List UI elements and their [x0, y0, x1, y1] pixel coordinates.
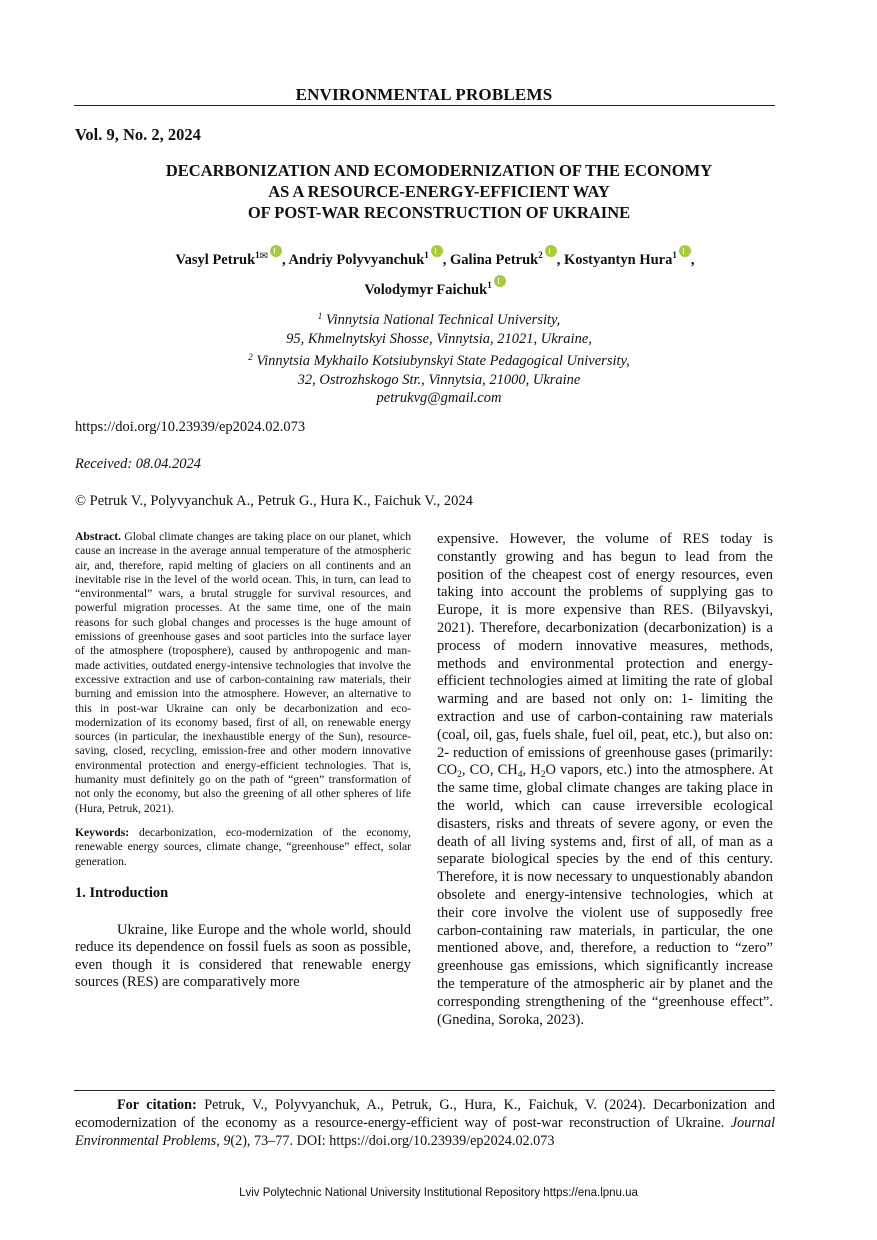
left-column: [75, 530, 411, 992]
orcid-icon[interactable]: [494, 275, 506, 287]
citation-divider: [74, 1090, 775, 1091]
citation-block: [75, 1096, 775, 1150]
citation-text: ,: [216, 1133, 220, 1149]
volume-info: Vol. 9, No. 2, 2024: [75, 125, 201, 144]
copyright: © Petruk V., Polyvyanchuk A., Petruk G., Hura K., Faichuk V., 2024: [75, 493, 473, 509]
header-divider: [74, 105, 775, 106]
affil-2-address: 32, Ostrozhskogo Str., Vinnytsia, 21000, Ukraine: [297, 371, 581, 388]
subscript: 4: [517, 770, 523, 781]
keywords: [75, 826, 411, 869]
right-column-paragraph: [437, 531, 773, 1029]
subscript: 2: [540, 770, 546, 781]
abstract: [75, 530, 411, 816]
title-line-3: OF POST-WAR RECONSTRUCTION OF UKRAINE: [247, 203, 631, 222]
author: [364, 282, 505, 298]
title-line-2: AS A RESOURCE-ENERGY-EFFICIENT WAY: [268, 182, 610, 201]
author-affil: 1: [487, 280, 492, 290]
affiliations: [74, 307, 804, 408]
author: [288, 252, 450, 268]
author-name: Kostyantyn Hura: [563, 252, 673, 268]
author-name: Andriy Polyvyanchuk: [288, 252, 425, 268]
affil-number: 1: [317, 311, 323, 321]
envelope-icon[interactable]: ✉: [259, 251, 269, 262]
orcid-icon[interactable]: [431, 245, 443, 257]
body-text: expensive. However, the volume of RES today is constantly growing and has begun to lead from the position of the cheapest cost of energy resources, even taking into account the problems of supplying gas to Europe, it is more expensive than RES. (Bilyavskyi, 2021). Therefore, decarbonization (decarbonization) is a process of modern innovative measures, methods, methods and environmental protection and energy-efficient technologies aimed at limiting the rate of global warming and are based not only on: 1- limiting the extraction and use of carbon-containing raw materials (coal, oil, gas, fuels shale, fuel oil, peat, etc.), but also on: 2- reduction of emissions of greenhouse gases (primarily: CO: [437, 531, 773, 779]
received-date: Received: 08.04.2024: [75, 456, 202, 472]
author: [564, 252, 695, 268]
citation-journal: Journal Environmental Problems: [75, 1115, 776, 1149]
author-affil: 1: [672, 250, 677, 260]
author-name: Galina Petruk: [450, 252, 539, 268]
keywords-label: Keywords:: [75, 825, 130, 839]
body-text: O vapors, etc.) into the atmosphere. At the same time, global climate changes are taking place in the world, which can cause irreversible ecological disasters, risks and threats of severe agony, or even the death of all living systems and, first of all, of man as a separate biological species by the end of this century. Therefore, it is now necessary to unquestionably abandon obsolete and energy-intensive technologies, which at their core involve the violent use of supposedly free carbon-containing raw materials, in particular, the one mentioned above, and, therefore, a reduction to “zero” greenhouse gas emissions, which significantly increase the temperature of the atmospheric air by planet and the corresponding strengthening of the “greenhouse effect”. (Gnedina, Soroka, 2023).: [437, 762, 773, 1028]
author-affil: 2: [538, 250, 543, 260]
contact-email[interactable]: petrukvg@gmail.com: [376, 390, 502, 406]
title-line-1: DECARBONIZATION AND ECOMODERNIZATION OF THE ECONOMY: [165, 161, 713, 180]
citation-label: For citation:: [117, 1097, 197, 1113]
orcid-icon[interactable]: [270, 245, 282, 257]
body-text: , H: [522, 762, 541, 779]
intro-paragraph: Ukraine, like Europe and the whole world, should reduce its dependence on fossil fuels as soon as possible, even though it is considered that renewable energy sources (RES) are comparatively more: [75, 921, 411, 991]
author-separator: ,: [556, 252, 564, 268]
section-heading: 1. Introduction: [75, 884, 169, 901]
author-affil: 1: [424, 250, 429, 260]
author-separator: ,: [442, 252, 451, 268]
citation-text: Petruk, V., Polyvyanchuk, A., Petruk, G., Hura, K., Faichuk, V. (2024). Decarbonization and ecomodernization of the economy as a resource-energy-efficient way of post-war reconstruction of Ukraine.: [75, 1097, 776, 1131]
article-title: [74, 160, 804, 223]
author: [176, 252, 289, 268]
doi-link[interactable]: https://doi.org/10.23939/ep2024.02.073: [75, 419, 306, 435]
repository-footer: Lviv Polytechnic National University Institutional Repository https://ena.lpnu.ua: [239, 1187, 638, 1199]
author-list: [60, 243, 810, 303]
author-name: Vasyl Petruk: [175, 252, 256, 268]
body-text: , CO, CH: [461, 762, 518, 779]
affil-1-address: 95, Khmelnytskyi Shosse, Vinnytsia, 21021, Ukraine,: [286, 330, 592, 347]
affil-number: 2: [248, 352, 253, 362]
citation-volume: 9: [223, 1133, 231, 1149]
author: [450, 252, 564, 268]
author-separator: ,: [690, 252, 695, 268]
orcid-icon[interactable]: [679, 245, 691, 257]
subscript: 2: [457, 770, 462, 781]
author-affil: 1: [255, 250, 260, 260]
keywords-text: decarbonization, eco-modernization of the economy, renewable energy sources, climate change, “greenhouse” effect, solar generation.: [75, 825, 411, 868]
citation-text: (2), 73–77. DOI: https://doi.org/10.23939/ep2024.02.073: [230, 1133, 555, 1149]
affil-1-name: Vinnytsia National Technical University,: [325, 312, 561, 328]
abstract-label: Abstract.: [75, 530, 122, 543]
author-name: Volodymyr Faichuk: [364, 282, 488, 298]
orcid-icon[interactable]: [545, 245, 557, 257]
affil-2-name: Vinnytsia Mykhailo Kotsiubynskyi State Pedagogical University,: [256, 353, 630, 369]
abstract-text: Global climate changes are taking place on our planet, which cause an increase in the average annual temperature of the atmospheric air, and, therefore, rapid melting of glaciers on all continents and an inevitable rise in the level of the world ocean. This, in turn, can lead to “environmental” wars, a brutal struggle for survival resources, and powerful migration processes. At the same time, one of the main reasons for such global changes and processes is the huge amount of emissions of greenhouse gases and soot particles into the surface layer of the atmosphere (troposphere), caused by anthropogenic and man-made activities, outdated energy-intensive technologies that involve the excessive extraction and use of carbon-containing raw materials, their burning and emission into the atmosphere. However, an alternative to this in post-war Ukraine can only be decarbonization and eco-modernization of its economy based, first of all, on renewable energy sources (in particular, the inexhaustible energy of the Sun), resource-saving, closed, recycling, emission-free and other modern innovative environmental protection and energy-efficient technologies. That is, humanity must definitely go on the path of “green” transformation of not only the economy, but also the greening of all other spheres of life (Hura, Petruk, 2021).: [75, 530, 411, 815]
journal-name: ENVIRONMENTAL PROBLEMS: [295, 85, 553, 104]
author-separator: ,: [282, 252, 289, 268]
